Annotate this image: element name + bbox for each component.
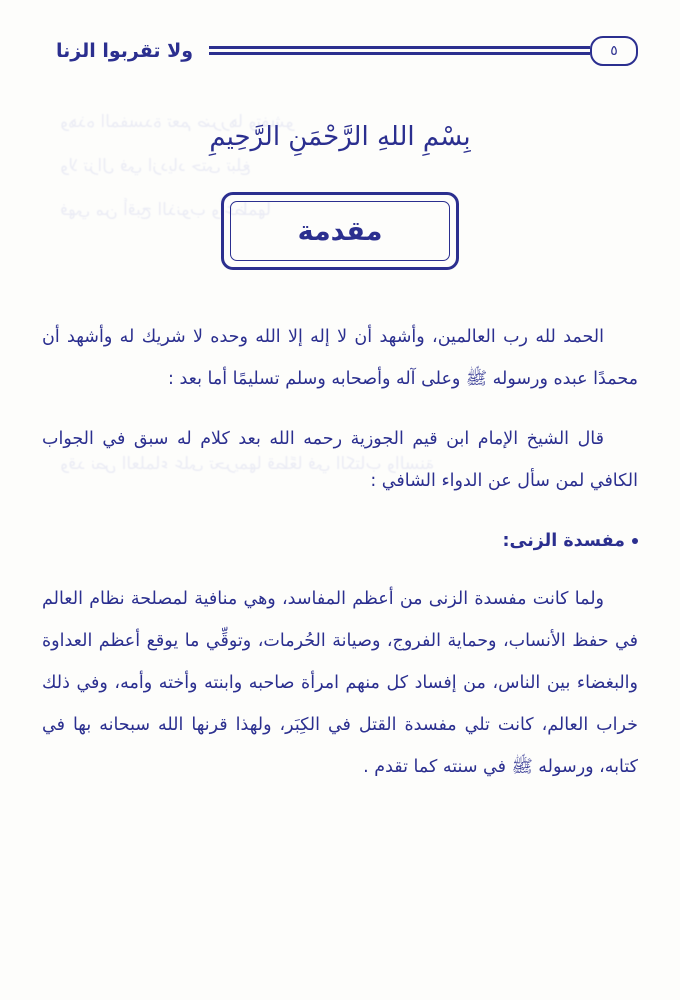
section-title-frame <box>221 192 459 270</box>
subheading-zina <box>42 520 638 562</box>
section-title-frame-wrap <box>42 192 638 270</box>
page-body <box>42 316 638 788</box>
ghost-line: ولا تزال في ازدياد حتى تبلغ <box>60 156 251 176</box>
ghost-line: فهي من أقبح الذنوب وأعظمها <box>60 200 271 220</box>
subheading-label: مفسدة الزنى: <box>502 531 625 551</box>
bullet-dot-icon <box>632 538 638 544</box>
ghost-line: وقد نص العلماء على تحريمها قطعًا في الكتاب والسنة <box>60 454 435 474</box>
ghost-line: وهذه المفسدة تعم ضررها وتفشو <box>60 112 294 132</box>
paragraph-corruption-of-zina: ولما كانت مفسدة الزنى من أعظم المفاسد، وهي منافية لمصلحة نظام العالم في حفظ الأنساب، وحماية الفروج، وصيانة الحُرمات، وتوقِّي ما يوقع أعظم العداوة والبغضاء بين الناس، من إفساد كل منهم امرأة صاحبه وابنته وأخته وأمه، وفي ذلك خراب العالم، كانت تلي مفسدة القتل في الكِبَر، ولهذا قرنها الله سبحانه بها في كتابه، ورسوله ﷺ في سنته كما تقدم . <box>42 589 638 777</box>
basmala: بِسْمِ اللهِ الرَّحْمَنِ الرَّحِيمِ <box>209 122 471 152</box>
paragraph-quote-intro: قال الشيخ الإمام ابن قيم الجوزية رحمه الله بعد كلام له سبق في الجواب الكافي لمن سأل عن الدواء الشافي : <box>42 429 638 491</box>
page-header <box>42 28 638 74</box>
header-double-rule <box>209 46 590 56</box>
page-number: ٥ <box>590 36 638 66</box>
section-title: مقدمة <box>297 215 383 247</box>
paragraph-praise: الحمد لله رب العالمين، وأشهد أن لا إله إلا الله وحده لا شريك له وأشهد أن محمدًا عبده ورسوله ﷺ وعلى آله وأصحابه وسلم تسليمًا أما بعد : <box>42 327 638 389</box>
running-title: ولا تقربوا الزنا <box>56 40 194 62</box>
